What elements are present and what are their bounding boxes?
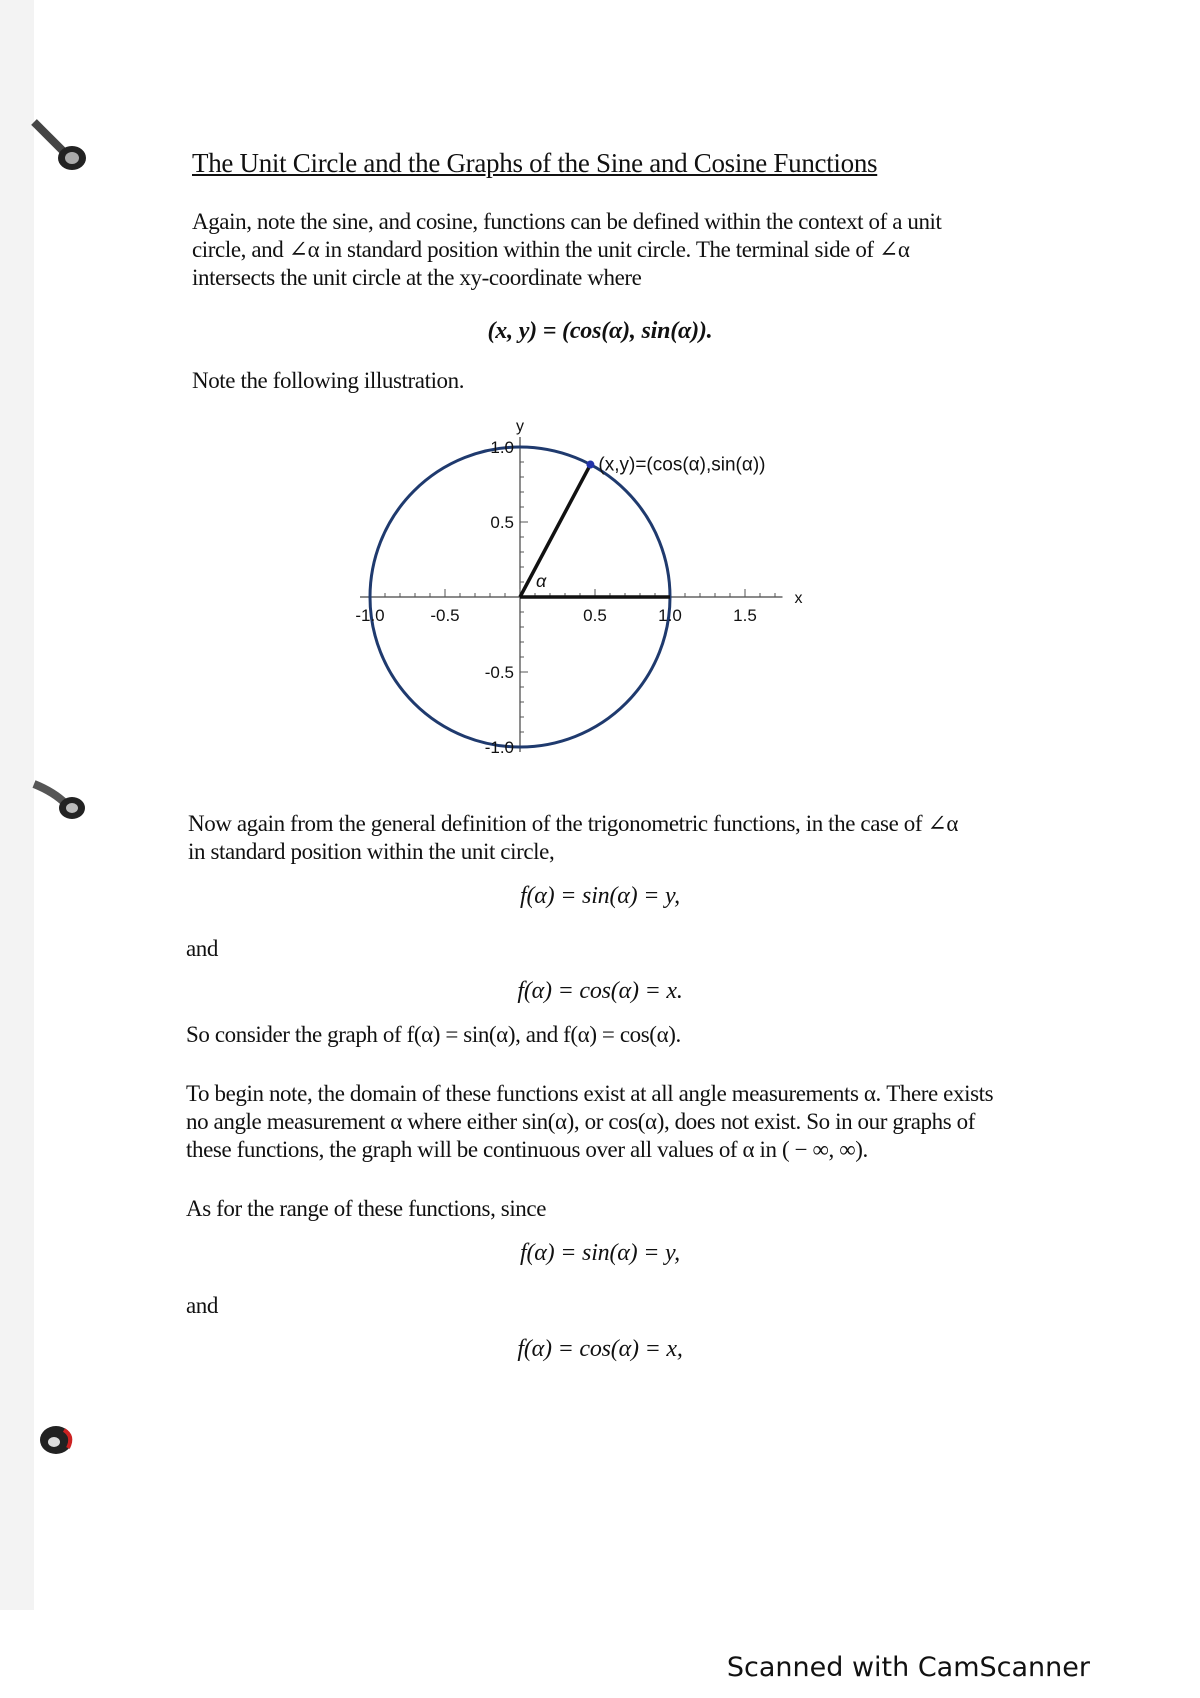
equation-xy-cos-sin: (x, y) = (cos(α), sin(α)). xyxy=(487,318,713,344)
x-tick-label: 1.5 xyxy=(733,606,757,625)
x-tick-label: 0.5 xyxy=(583,606,607,625)
binder-ring-icon xyxy=(30,1410,94,1470)
y-tick-label: -1.0 xyxy=(484,738,514,757)
y-tick-label: 0.5 xyxy=(490,513,514,532)
unit-circle-figure xyxy=(350,412,830,782)
note-illustration: Note the following illustration. xyxy=(192,368,465,393)
consider-graph-text: So consider the graph of f(α) = sin(α), and f(α) = cos(α). xyxy=(186,1022,681,1047)
x-tick-label: -1.0 xyxy=(355,606,385,625)
and-text-2: and xyxy=(186,1293,219,1318)
domain-paragraph: To begin note, the domain of these functions exist at all angle measurements α. There exists no angle measurement α where either sin(α), or cos(α), does not exist. So in our graphs of these functions, the graph will be continuous over all values of α in ( − ∞, ∞). xyxy=(186,1081,994,1162)
y-tick-label: -0.5 xyxy=(484,663,514,682)
intro-paragraph: Again, note the sine, and cosine, functions can be defined within the context of a unit circle, and ∠α in standard position within the unit circle. The terminal side of ∠α intersects the unit circle at the xy-coordinate where xyxy=(192,209,942,290)
scan-edge-strip xyxy=(0,0,34,1610)
equation-cosine-x-range: f(α) = cos(α) = x, xyxy=(517,1336,683,1362)
x-axis-label: x xyxy=(794,590,803,607)
and-text-1: and xyxy=(186,936,219,961)
camscanner-watermark: Scanned with CamScanner xyxy=(726,1652,1090,1683)
definition-paragraph: Now again from the general definition of the trigonometric functions, in the case of ∠α in standard position within the unit circle, xyxy=(188,811,958,864)
page-title: The Unit Circle and the Graphs of the Sine and Cosine Functions xyxy=(192,148,878,178)
y-axis-label: y xyxy=(516,418,524,435)
equation-sine-y: f(α) = sin(α) = y, xyxy=(520,883,680,909)
range-intro-text: As for the range of these functions, since xyxy=(186,1196,547,1221)
equation-cosine-x: f(α) = cos(α) = x. xyxy=(517,978,683,1004)
point-label: (x,y)=(cos(α),sin(α)) xyxy=(598,454,766,476)
x-tick-label: 1.0 xyxy=(658,606,682,625)
binder-ring-icon xyxy=(30,118,94,178)
x-tick-label: -0.5 xyxy=(430,606,460,625)
equation-sine-y-range: f(α) = sin(α) = y, xyxy=(520,1240,680,1266)
point-on-circle xyxy=(586,461,594,469)
binder-ring-icon xyxy=(30,778,94,838)
terminal-side xyxy=(520,465,590,597)
angle-label: α xyxy=(536,571,547,591)
y-tick-label: 1.0 xyxy=(490,438,514,457)
